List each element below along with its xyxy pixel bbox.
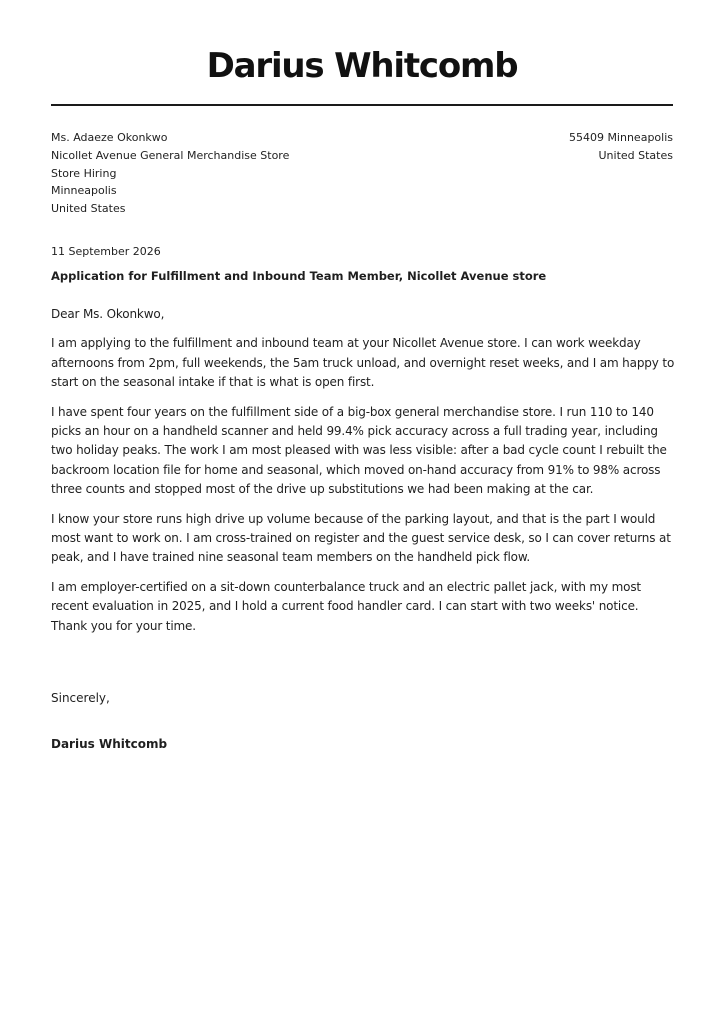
letter-subject: Application for Fulfillment and Inbound Team Member, Nicollet Avenue store [51,269,547,283]
body-paragraph-4: I am employer-certified on a sit-down counterbalance truck and an electric pallet jack, with my most recent evaluation in 2025, and I hold a current food handler card. I can start with two weeks' notice. Thank you for your time. [51,579,641,633]
header-divider [51,104,673,106]
letter-body [51,305,675,646]
signature: Darius Whitcomb [51,737,168,751]
sender-name-heading: Darius Whitcomb [206,46,518,86]
body-paragraph-2: I have spent four years on the fulfillment side of a big-box general merchandise store. I run 110 to 140 picks an hour on a handheld scanner and held 99.4% pick accuracy across a full trading year, including two holiday peaks. The work I am most pleased with was less visible: after a bad cycle count I rebuilt the backroom location file for home and seasonal, which moved on-hand accuracy from 91% to 98% across three counts and stopped most of the drive up substitutions we had been making at the car. [51,404,667,497]
letter-date: 11 September 2026 [51,245,161,258]
recipient-city: Minneapolis [51,184,117,198]
body-paragraph-1: I am applying to the fulfillment and inbound team at your Nicollet Avenue store. I can work weekday afternoons from 2pm, full weekends, the 5am truck unload, and overnight reset weeks, and I am happy to start on the seasonal intake if that is what is open first. [51,336,675,390]
recipient-address-block [51,129,289,218]
salutation: Dear Ms. Okonkwo, [51,307,165,321]
body-paragraph-3: I know your store runs high drive up volume because of the parking layout, and that is the part I would most want to work on. I am cross-trained on register and the guest service desk, so I can cover returns at peak, and I have trained nine seasonal team members on the handheld pick flow. [51,511,671,565]
sender-postal-city: 55409 Minneapolis [568,131,673,144]
sender-country: United States [598,148,673,162]
recipient-company: Nicollet Avenue General Merchandise Store [51,148,290,162]
recipient-department: Store Hiring [51,166,117,180]
closing: Sincerely, [51,691,110,705]
recipient-country: United States [51,202,126,216]
recipient-name: Ms. Adaeze Okonkwo [51,131,168,144]
sender-address-block [569,129,673,165]
